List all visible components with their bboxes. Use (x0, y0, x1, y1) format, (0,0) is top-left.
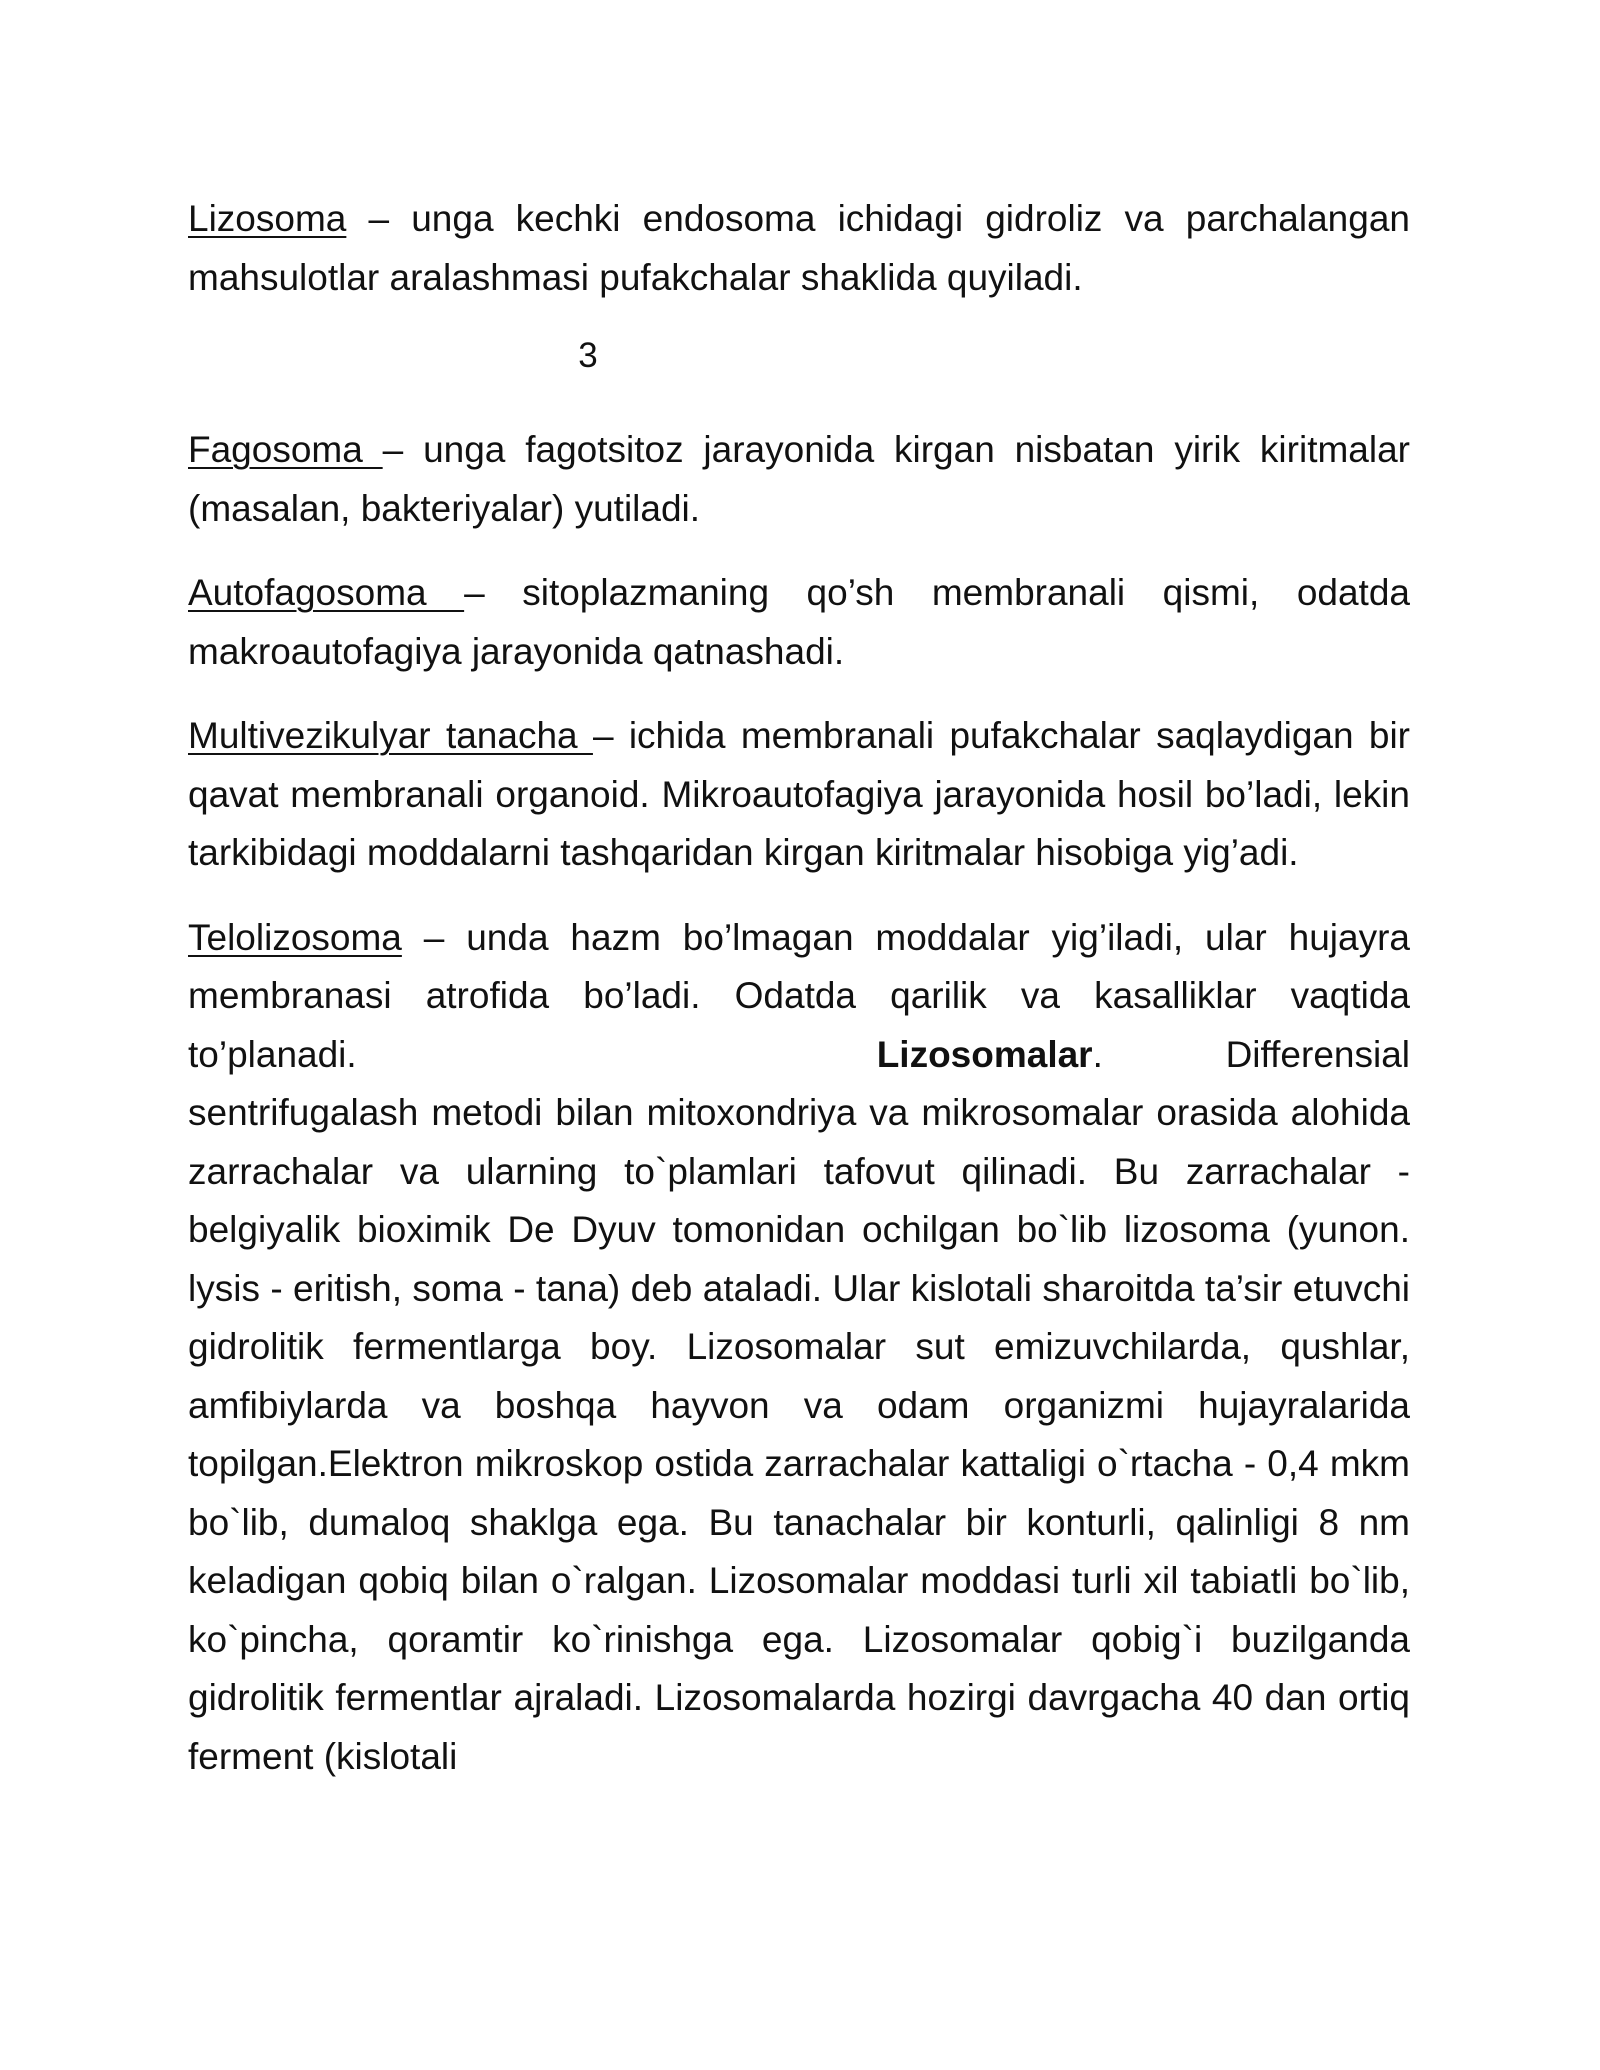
term-telolizosoma: Telolizosoma (188, 916, 402, 958)
page-number: 3 (578, 336, 598, 375)
definition-autofagosoma (188, 564, 1410, 681)
section-body-text: . Differensial sentrifugalash metodi bilan mitoxondriya va mikrosomalar orasida alohida zarrachalar va ularning to`plamlari tafovut qilinadi. Bu zarrachalar - belgiyalik bioximik De Dyuv tomonidan ochilgan bo`lib lizosoma (yunon. lysis - eritish, soma - tana) deb ataladi. Ular kislotali sharoitda ta’sir etuvchi gidrolitik fermentlarga boy. Lizosomalar sut emizuvchilarda, qushlar, amfibiylarda va boshqa hayvon va odam organizmi hujayralarida topilgan.Elektron mikroskop ostida zarrachalar kattaligi o`rtacha - 0,4 mkm bo`lib, dumaloq shaklga ega. Bu tanachalar bir konturli, qalinligi 8 nm keladigan qobiq bilan o`ralgan. Lizosomalar moddasi turli xil tabiatli bo`lib, ko`pincha, qoramtir ko`rinishga ega. Lizosomalar qobig`i buzilganda gidrolitik fermentlar ajraladi. Lizosomalarda hozirgi davrgacha 40 dan ortiq ferment (kislotali (188, 1033, 1410, 1777)
definition-lizosoma (188, 190, 1410, 307)
term-multivezikulyar-tanacha: Multivezikulyar tanacha (188, 715, 593, 756)
definition-multivezikulyar-tanacha (188, 707, 1410, 883)
definition-text: – unga fagotsitoz jarayonida kirgan nisbatan yirik kiritmalar (masalan, bakteriyalar) yutiladi. (188, 429, 1410, 529)
term-autofagosoma: Autofagosoma (188, 572, 465, 613)
definition-telolizosoma (188, 909, 1410, 1787)
definition-text: – ichida membranali pufakchalar saqlaydigan bir qavat membranali organoid. Mikroautofagiya jarayonida hosil bo’ladi, lekin tarkibidagi moddalarni tashqaridan kirgan kiritmalar hisobiga yig’adi. (188, 715, 1410, 873)
section-heading-lizosomalar: Lizosomalar (876, 1033, 1093, 1075)
term-lizosoma: Lizosoma (188, 198, 347, 239)
definition-text: – unga kechki endosoma ichidagi gidroliz va parchalangan mahsulotlar aralashmasi pufakchalar shaklida quyiladi. (188, 198, 1410, 298)
definition-text: – sitoplazmaning qo’sh membranali qismi, odatda makroautofagiya jarayonida qatnashadi. (188, 572, 1410, 672)
document-page (188, 190, 1410, 1786)
definition-text: – unda hazm bo’lmagan moddalar yig’iladi, ular hujayra membranasi atrofida bo’ladi. Odatda qarilik va kasalliklar vaqtida to’planadi. (188, 916, 1410, 1075)
definition-fagosoma (188, 421, 1410, 538)
term-fagosoma: Fagosoma (188, 429, 383, 470)
